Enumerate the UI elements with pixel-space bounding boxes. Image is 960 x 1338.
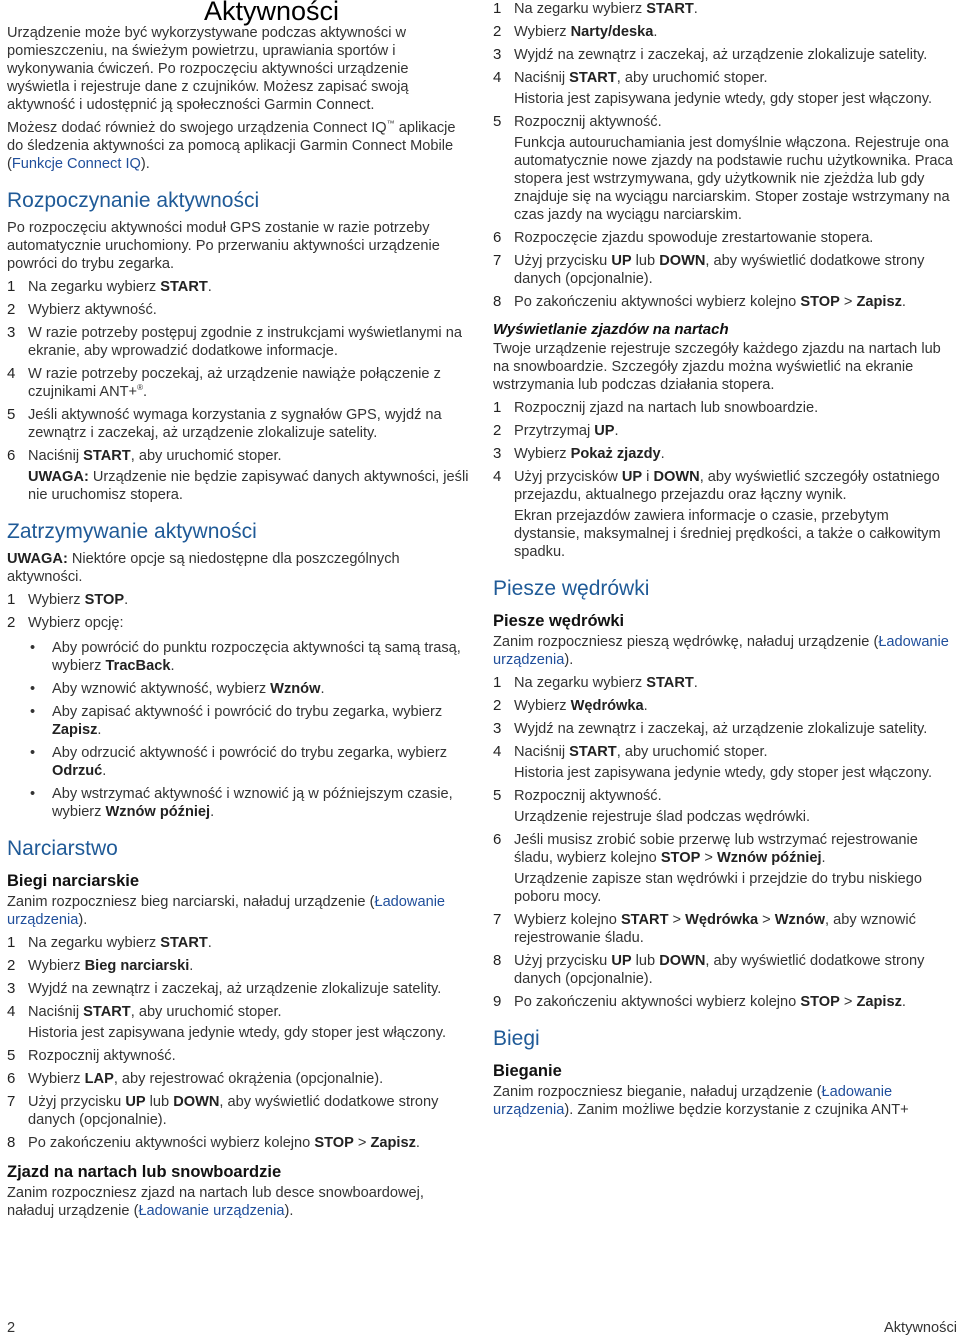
step-note: Ekran przejazdów zawiera informacje o czasie, przebytym dystansie, maksymalnej i średniej prędkości, a także o całkowitym spadku.: [514, 508, 941, 560]
list-item: 4 Naciśnij START, aby uruchomić stoper.: [493, 743, 768, 760]
step-note: Funkcja autouruchamiania jest domyślnie włączona. Rejestruje ona automatycznie nowe zjazdy na podstawie ruchu użytkownika. Praca stopera jest wstrzymywana, gdy użytkownik nie zjeżdża lub gdy znajduje się na wyciągu narciarskim. Stoper zostaje wstrzymany na czas jazdy na wyciągu narciarskim.: [514, 135, 953, 223]
list-item: 1 Na zegarku wybierz START.: [7, 278, 212, 295]
list-item: 8 Po zakończeniu aktywności wybierz kolejno STOP > Zapisz.: [493, 293, 906, 310]
charging-link[interactable]: Ładowanie urządzenia: [493, 634, 949, 668]
list-item: 7 Użyj przycisku UP lub DOWN, aby wyświetlić dodatkowe strony danych (opcjonalnie).: [493, 252, 925, 287]
right-column: [493, 0, 955, 1124]
trademark-symbol: ™: [386, 119, 395, 129]
start-activity-paragraph: Po rozpoczęciu aktywności moduł GPS zostanie w razie potrzeby automatycznie uruchomiony. Po przerwaniu aktywności urządzenie powróci do trybu zegarka.: [7, 220, 440, 272]
stop-activity-heading: Zatrzymywanie aktywności: [7, 520, 257, 543]
list-item: 4 W razie potrzeby poczekaj, aż urządzenie nawiąże połączenie z czujnikami ANT+®.: [7, 365, 441, 400]
list-item: 6 Naciśnij START, aby uruchomić stoper.: [7, 447, 282, 464]
page-title: Aktywności: [203, 0, 339, 26]
charging-link[interactable]: Ładowanie urządzenia: [493, 1084, 893, 1118]
list-item: 3 W razie potrzeby postępuj zgodnie z instrukcjami wyświetlanymi na ekranie, aby wprowadzić dodatkowe informacje.: [7, 324, 462, 359]
charging-link[interactable]: Ładowanie urządzenia: [138, 1203, 285, 1219]
list-item: 1 Rozpocznij zjazd na nartach lub snowboardzie.: [493, 399, 819, 416]
hiking-paragraph: Zanim rozpoczniesz pieszą wędrówkę, naładuj urządzenie (Ładowanie urządzenia).: [493, 634, 949, 668]
list-item: 3 Wyjdź na zewnątrz i zaczekaj, aż urządzenie zlokalizuje satelity.: [493, 720, 928, 737]
hiking-heading: Piesze wędrówki: [493, 577, 650, 600]
step-note: Historia jest zapisywana jedynie wtedy, gdy stoper jest włączony.: [28, 1025, 447, 1041]
running-heading: Biegi: [493, 1027, 540, 1050]
view-runs-heading: Wyświetlanie zjazdów na nartach: [493, 321, 729, 338]
list-item: 2 Wybierz Bieg narciarski.: [7, 957, 194, 974]
bullet-item: • Aby wznowić aktywność, wybierz Wznów.: [30, 681, 325, 697]
intro-paragraph: Urządzenie może być wykorzystywane podczas aktywności w pomieszczeniu, na świeżym powietrzu, uprawiania sportów i wykonywania ćwiczeń. Po rozpoczęciu aktywności urządzenie wyświetla i rejestruje dane z czujników. Możesz zapisać swoją aktywność i udostępnić ją społeczności Garmin Connect.: [7, 25, 409, 113]
list-item: 8 Po zakończeniu aktywności wybierz kolejno STOP > Zapisz.: [7, 1134, 420, 1151]
left-column: [7, 0, 469, 1225]
xc-ski-heading: Biegi narciarskie: [7, 872, 140, 890]
start-activity-heading: Rozpoczynanie aktywności: [7, 189, 260, 212]
bullet-item: • Aby odrzucić aktywność i powrócić do trybu zegarka, wybierz Odrzuć.: [30, 745, 448, 779]
list-item: 1 Wybierz STOP.: [7, 591, 129, 608]
page-number: 2: [7, 1320, 16, 1336]
list-item: 8 Użyj przycisku UP lub DOWN, aby wyświetlić dodatkowe strony danych (opcjonalnie).: [493, 952, 925, 987]
list-item: 7 Użyj przycisku UP lub DOWN, aby wyświetlić dodatkowe strony danych (opcjonalnie).: [7, 1093, 439, 1128]
skiing-heading: Narciarstwo: [7, 837, 118, 860]
downhill-heading: Zjazd na nartach lub snowboardzie: [7, 1163, 282, 1181]
list-item: 3 Wyjdź na zewnątrz i zaczekaj, aż urządzenie zlokalizuje satelity.: [493, 46, 928, 63]
step-note: Urządzenie rejestruje ślad podczas wędrówki.: [514, 809, 811, 825]
list-item: 4 Naciśnij START, aby uruchomić stoper.: [7, 1003, 282, 1020]
list-item: 6 Jeśli musisz zrobić sobie przerwę lub wstrzymać rejestrowanie śladu, wybierz kolejno STOP > Wznów później.: [493, 831, 918, 866]
list-item: 3 Wybierz Pokaż zjazdy.: [493, 445, 665, 462]
stop-note: UWAGA: Niektóre opcje są niedostępne dla poszczególnych aktywności.: [7, 551, 400, 585]
list-item: 4 Użyj przycisków UP i DOWN, aby wyświetlić szczegóły ostatniego przejazdu, aktualnego przejazdu oraz łączny wynik.: [493, 468, 940, 503]
list-item: 2 Wybierz opcję:: [7, 614, 124, 631]
bullet-item: • Aby wstrzymać aktywność i wznowić ją w późniejszym czasie, wybierz Wznów później.: [30, 786, 453, 820]
hiking-subheading: Piesze wędrówki: [493, 612, 625, 630]
step-note: Historia jest zapisywana jedynie wtedy, gdy stoper jest włączony.: [514, 91, 933, 107]
running-subheading: Bieganie: [493, 1062, 562, 1080]
charging-link[interactable]: Ładowanie urządzenia: [7, 894, 446, 928]
list-item: 2 Wybierz Narty/deska.: [493, 23, 658, 40]
step-note: Historia jest zapisywana jedynie wtedy, gdy stoper jest włączony.: [514, 765, 933, 781]
list-item: 7 Wybierz kolejno START > Wędrówka > Wznów, aby wznowić rejestrowanie śladu.: [493, 911, 916, 946]
list-item: 6 Wybierz LAP, aby rejestrować okrążenia (opcjonalnie).: [7, 1070, 384, 1087]
list-item: 5 Rozpocznij aktywność.: [493, 787, 662, 804]
footer-section-title: Aktywności: [884, 1320, 957, 1336]
note: UWAGA: Urządzenie nie będzie zapisywać danych aktywności, jeśli nie uruchomisz stopera.: [28, 469, 469, 503]
list-item: 9 Po zakończeniu aktywności wybierz kolejno STOP > Zapisz.: [493, 993, 906, 1010]
view-runs-paragraph: Twoje urządzenie rejestruje szczegóły każdego zjazdu na nartach lub na snowboardzie. Szczegóły zjazdu można wyświetlić na ekranie wstrzymania lub podczas działania stopera.: [493, 341, 941, 393]
step-note: Urządzenie zapisze stan wędrówki i przejdzie do trybu niskiego poboru mocy.: [514, 871, 923, 905]
list-item: 3 Wyjdź na zewnątrz i zaczekaj, aż urządzenie zlokalizuje satelity.: [7, 980, 442, 997]
bullet-item: • Aby zapisać aktywność i powrócić do trybu zegarka, wybierz Zapisz.: [30, 704, 443, 738]
list-item: 5 Jeśli aktywność wymaga korzystania z sygnałów GPS, wyjdź na zewnątrz i zaczekaj, aż urządzenie zlokalizuje satelity.: [7, 406, 442, 441]
xc-ski-paragraph: Zanim rozpoczniesz bieg narciarski, naładuj urządzenie (Ładowanie urządzenia).: [7, 894, 446, 928]
connect-iq-paragraph: Możesz dodać również do swojego urządzenia Connect IQ™ aplikacje do śledzenia aktywności za pomocą aplikacji Garmin Connect Mobile (Funkcje Connect IQ).: [7, 119, 456, 172]
list-item: 5 Rozpocznij aktywność.: [493, 113, 662, 130]
list-item: 4 Naciśnij START, aby uruchomić stoper.: [493, 69, 768, 86]
running-paragraph: Zanim rozpoczniesz bieganie, naładuj urządzenie (Ładowanie urządzenia). Zanim możliwe będzie korzystanie z czujnika ANT+: [493, 1084, 909, 1118]
list-item: 6 Rozpoczęcie zjazdu spowoduje zrestartowanie stopera.: [493, 229, 874, 246]
list-item: 1 Na zegarku wybierz START.: [493, 674, 698, 691]
list-item: 2 Wybierz aktywność.: [7, 301, 157, 318]
list-item: 5 Rozpocznij aktywność.: [7, 1047, 176, 1064]
downhill-paragraph: Zanim rozpoczniesz zjazd na nartach lub desce snowboardowej, naładuj urządzenie (Ładowanie urządzenia).: [7, 1185, 424, 1219]
list-item: 1 Na zegarku wybierz START.: [7, 934, 212, 951]
bullet-item: • Aby powrócić do punktu rozpoczęcia aktywności tą samą trasą, wybierz TracBack.: [30, 640, 461, 674]
list-item: 2 Wybierz Wędrówka.: [493, 697, 648, 714]
list-item: 1 Na zegarku wybierz START.: [493, 0, 698, 17]
connect-iq-link[interactable]: Funkcje Connect IQ: [11, 156, 141, 172]
list-item: 2 Przytrzymaj UP.: [493, 422, 619, 439]
